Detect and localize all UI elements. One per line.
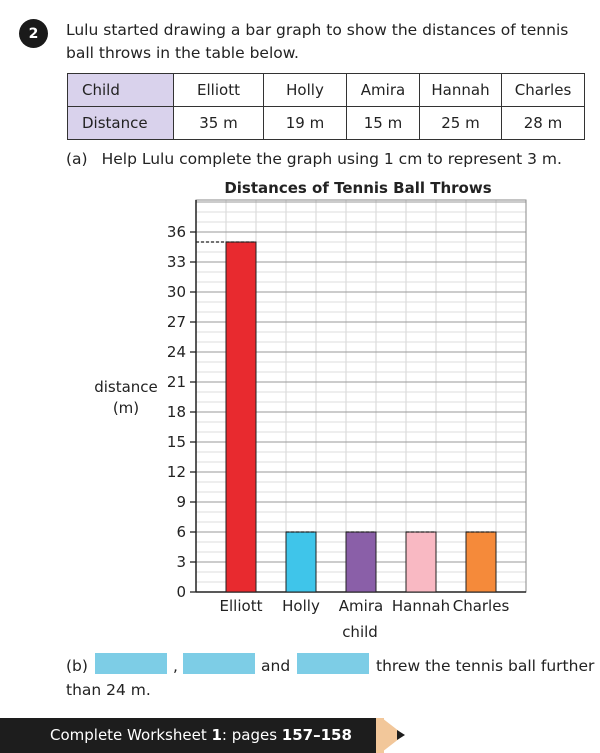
distance-cell: 15 m [347, 107, 420, 140]
distance-cell: 35 m [174, 107, 264, 140]
y-tick-label: 30 [166, 283, 186, 301]
part-b-second-line: than 24 m. [66, 681, 151, 699]
bar-hannah [406, 532, 436, 592]
y-axis-label-line2: (m) [112, 399, 140, 417]
x-axis-label: child [342, 623, 378, 641]
footer-worksheet-number: 1 [211, 726, 222, 744]
distance-cell: 19 m [264, 107, 347, 140]
child-cell: Hannah [420, 74, 502, 107]
y-tick-label: 24 [166, 343, 186, 361]
child-cell: Holly [264, 74, 347, 107]
y-tick-label: 18 [166, 403, 186, 421]
answer-blank-1[interactable] [95, 653, 167, 674]
distance-cell: 25 m [420, 107, 502, 140]
row-header-child: Child [68, 74, 174, 107]
x-tick-label: Elliott [219, 597, 263, 615]
y-tick-label: 6 [176, 523, 186, 541]
footer-banner [0, 718, 600, 753]
part-b-label: (b) [66, 657, 88, 675]
bar-elliott [226, 242, 256, 592]
part-b-comma: , [173, 657, 178, 675]
child-cell: Elliott [174, 74, 264, 107]
answer-blank-2[interactable] [183, 653, 255, 674]
x-tick-label: Charles [452, 597, 510, 615]
child-cell: Amira [347, 74, 420, 107]
part-a-label: (a) [66, 150, 88, 168]
y-tick-label: 3 [176, 553, 186, 571]
bar-amira [346, 532, 376, 592]
chart-title: Distances of Tennis Ball Throws [224, 179, 492, 197]
y-tick-label: 15 [166, 433, 186, 451]
footer-pages: 157–158 [281, 726, 352, 744]
bar-charles [466, 532, 496, 592]
part-b-and: and [261, 657, 291, 675]
y-tick-label: 21 [166, 373, 186, 391]
footer-prefix: Complete Worksheet [50, 726, 212, 744]
y-tick-label: 9 [176, 493, 186, 511]
x-tick-label: Hannah [391, 597, 451, 615]
question-intro: Lulu started drawing a bar graph to show the distances of tennis ball throws in the table below. [66, 21, 569, 62]
bar-holly [286, 532, 316, 592]
question-number: 2 [28, 25, 39, 42]
distance-cell: 28 m [502, 107, 585, 140]
x-tick-label: Amira [338, 597, 384, 615]
answer-blank-3[interactable] [297, 653, 369, 674]
play-arrow-icon [397, 730, 405, 740]
footer-text[interactable] [50, 718, 352, 753]
part-b-after-text: threw the tennis ball further [376, 657, 595, 675]
footer-middle: : pages [221, 726, 282, 744]
y-tick-label: 27 [166, 313, 186, 331]
part-a-text: Help Lulu complete the graph using 1 cm to represent 3 m. [101, 150, 562, 168]
y-tick-label: 33 [166, 253, 186, 271]
row-header-distance: Distance [68, 107, 174, 140]
x-tick-label: Holly [282, 597, 320, 615]
y-tick-label: 12 [166, 463, 186, 481]
y-axis-label-line1: distance [94, 378, 158, 396]
y-tick-label: 36 [166, 223, 186, 241]
y-tick-label: 0 [176, 583, 186, 601]
child-cell: Charles [502, 74, 585, 107]
